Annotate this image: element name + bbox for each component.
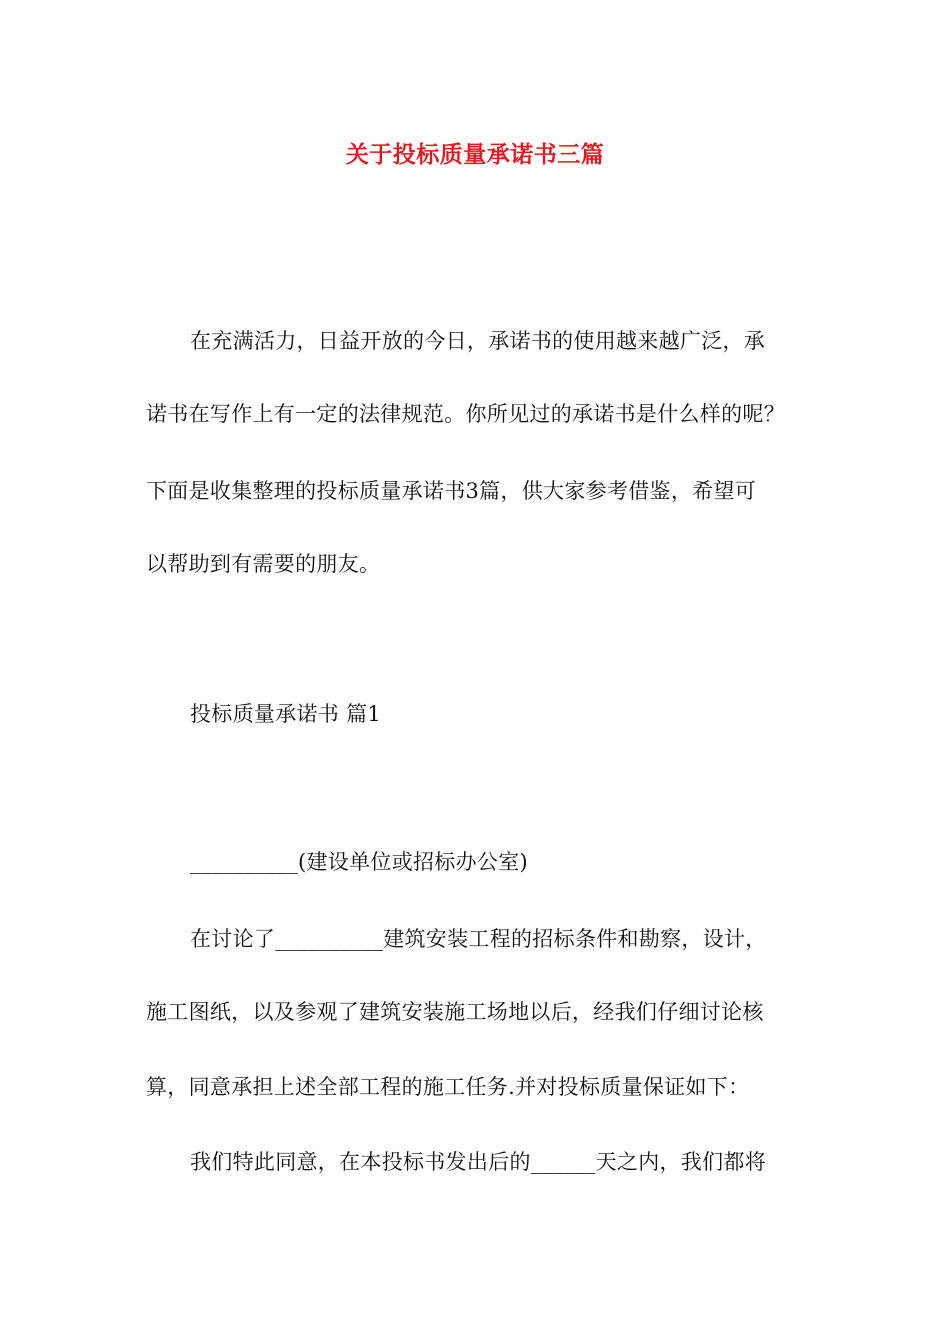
intro-line-1: 在充满活力，日益开放的今日，承诺书的使用越来越广泛，承	[190, 329, 766, 353]
body-line-1: 在讨论了__________建筑安装工程的招标条件和勘察，设计，	[190, 927, 767, 951]
section-heading: 投标质量承诺书 篇1	[190, 702, 382, 726]
intro-line-4: 以帮助到有需要的朋友。	[146, 552, 381, 576]
body-line-4: 我们特此同意，在本投标书发出后的______天之内，我们都将	[190, 1150, 766, 1174]
intro-line-2: 诺书在写作上有一定的法律规范。你所见过的承诺书是什么样的呢？	[146, 402, 785, 426]
document-title: 关于投标质量承诺书三篇	[345, 141, 605, 168]
addressee-line: __________(建设单位或招标办公室)	[190, 850, 528, 874]
body-line-2: 施工图纸，以及参观了建筑安装施工场地以后，经我们仔细讨论核	[146, 1000, 764, 1024]
intro-line-3: 下面是收集整理的投标质量承诺书3篇，供大家参考借鉴，希望可	[146, 479, 757, 503]
body-line-3: 算，同意承担上述全部工程的施工任务.并对投标质量保证如下：	[146, 1075, 750, 1099]
